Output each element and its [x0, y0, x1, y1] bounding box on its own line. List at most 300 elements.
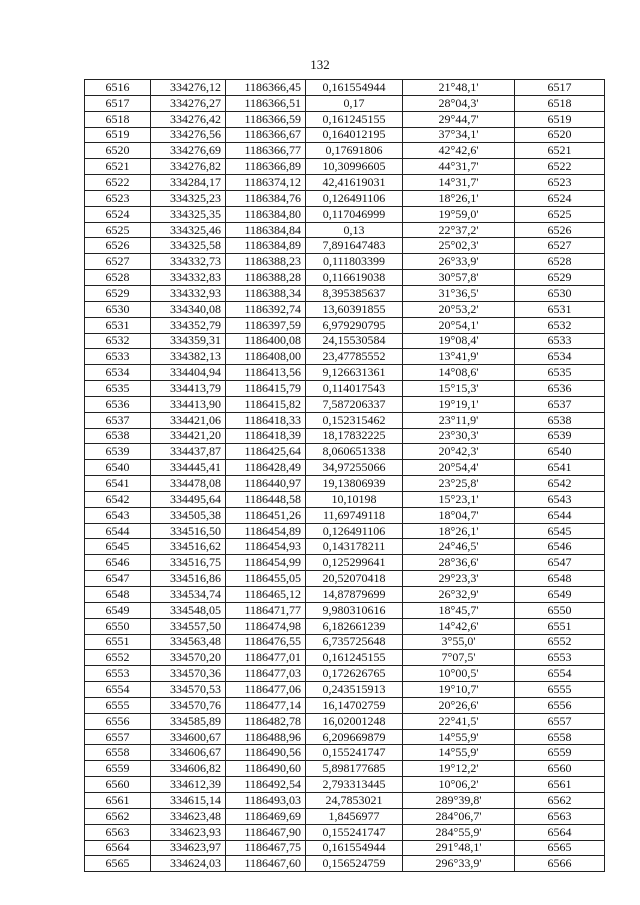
- y-coordinate-cell: 1186366,51: [226, 95, 306, 111]
- distance-cell: 16,02001248: [306, 713, 403, 729]
- point-number-cell: 6519: [85, 127, 151, 143]
- y-coordinate-cell: 1186477,06: [226, 682, 306, 698]
- distance-cell: 19,13806939: [306, 476, 403, 492]
- distance-cell: 5,898177685: [306, 761, 403, 777]
- x-coordinate-cell: 334284,17: [151, 175, 226, 191]
- point-number-cell: 6558: [85, 745, 151, 761]
- y-coordinate-cell: 1186384,89: [226, 238, 306, 254]
- distance-cell: 6,209669879: [306, 729, 403, 745]
- x-coordinate-cell: 334421,20: [151, 428, 226, 444]
- bearing-cell: 291°48,1': [403, 840, 515, 856]
- distance-cell: 0,243515913: [306, 682, 403, 698]
- table-row: [85, 349, 605, 365]
- x-coordinate-cell: 334332,93: [151, 285, 226, 301]
- point-number-cell: 6536: [85, 396, 151, 412]
- distance-cell: 9,980310616: [306, 602, 403, 618]
- bearing-cell: 29°44,7': [403, 111, 515, 127]
- bearing-cell: 19°12,2': [403, 761, 515, 777]
- table-row: [85, 333, 605, 349]
- coordinates-table-body: [85, 80, 605, 872]
- table-row: [85, 111, 605, 127]
- next-point-number-cell: 6546: [515, 539, 605, 555]
- bearing-cell: 22°41,5': [403, 713, 515, 729]
- y-coordinate-cell: 1186425,64: [226, 444, 306, 460]
- y-coordinate-cell: 1186482,78: [226, 713, 306, 729]
- distance-cell: 0,114017543: [306, 381, 403, 397]
- bearing-cell: 7°07,5': [403, 650, 515, 666]
- distance-cell: 0,143178211: [306, 539, 403, 555]
- table-row: [85, 587, 605, 603]
- x-coordinate-cell: 334516,75: [151, 555, 226, 571]
- next-point-number-cell: 6541: [515, 460, 605, 476]
- table-row: [85, 270, 605, 286]
- next-point-number-cell: 6530: [515, 285, 605, 301]
- distance-cell: 0,17691806: [306, 143, 403, 159]
- x-coordinate-cell: 334413,90: [151, 396, 226, 412]
- y-coordinate-cell: 1186454,89: [226, 523, 306, 539]
- distance-cell: 11,69749118: [306, 507, 403, 523]
- next-point-number-cell: 6518: [515, 95, 605, 111]
- point-number-cell: 6527: [85, 254, 151, 270]
- distance-cell: 2,793313445: [306, 777, 403, 793]
- distance-cell: 0,155241747: [306, 824, 403, 840]
- x-coordinate-cell: 334600,67: [151, 729, 226, 745]
- next-point-number-cell: 6522: [515, 159, 605, 175]
- table-row: [85, 365, 605, 381]
- y-coordinate-cell: 1186366,89: [226, 159, 306, 175]
- x-coordinate-cell: 334623,93: [151, 824, 226, 840]
- point-number-cell: 6530: [85, 301, 151, 317]
- bearing-cell: 28°04,3': [403, 95, 515, 111]
- page-number: 132: [310, 57, 330, 72]
- y-coordinate-cell: 1186408,00: [226, 349, 306, 365]
- y-coordinate-cell: 1186428,49: [226, 460, 306, 476]
- next-point-number-cell: 6552: [515, 634, 605, 650]
- point-number-cell: 6543: [85, 507, 151, 523]
- bearing-cell: 14°31,7': [403, 175, 515, 191]
- y-coordinate-cell: 1186384,76: [226, 190, 306, 206]
- next-point-number-cell: 6565: [515, 840, 605, 856]
- x-coordinate-cell: 334505,38: [151, 507, 226, 523]
- y-coordinate-cell: 1186366,67: [226, 127, 306, 143]
- x-coordinate-cell: 334478,08: [151, 476, 226, 492]
- bearing-cell: 10°00,5': [403, 666, 515, 682]
- next-point-number-cell: 6531: [515, 301, 605, 317]
- table-row: [85, 491, 605, 507]
- bearing-cell: 15°23,1': [403, 491, 515, 507]
- next-point-number-cell: 6534: [515, 349, 605, 365]
- bearing-cell: 19°08,4': [403, 333, 515, 349]
- point-number-cell: 6547: [85, 571, 151, 587]
- x-coordinate-cell: 334421,06: [151, 412, 226, 428]
- y-coordinate-cell: 1186418,39: [226, 428, 306, 444]
- table-row: [85, 792, 605, 808]
- distance-cell: 0,172626765: [306, 666, 403, 682]
- next-point-number-cell: 6521: [515, 143, 605, 159]
- next-point-number-cell: 6559: [515, 745, 605, 761]
- point-number-cell: 6552: [85, 650, 151, 666]
- bearing-cell: 14°42,6': [403, 618, 515, 634]
- table-row: [85, 761, 605, 777]
- y-coordinate-cell: 1186490,60: [226, 761, 306, 777]
- y-coordinate-cell: 1186488,96: [226, 729, 306, 745]
- next-point-number-cell: 6554: [515, 666, 605, 682]
- distance-cell: 0,111803399: [306, 254, 403, 270]
- table-row: [85, 523, 605, 539]
- distance-cell: 0,152315462: [306, 412, 403, 428]
- bearing-cell: 284°55,9': [403, 824, 515, 840]
- point-number-cell: 6525: [85, 222, 151, 238]
- bearing-cell: 22°37,2': [403, 222, 515, 238]
- distance-cell: 8,060651338: [306, 444, 403, 460]
- point-number-cell: 6532: [85, 333, 151, 349]
- next-point-number-cell: 6548: [515, 571, 605, 587]
- x-coordinate-cell: 334495,64: [151, 491, 226, 507]
- next-point-number-cell: 6557: [515, 713, 605, 729]
- point-number-cell: 6559: [85, 761, 151, 777]
- table-row: [85, 618, 605, 634]
- point-number-cell: 6548: [85, 587, 151, 603]
- next-point-number-cell: 6529: [515, 270, 605, 286]
- x-coordinate-cell: 334563,48: [151, 634, 226, 650]
- bearing-cell: 18°26,1': [403, 523, 515, 539]
- bearing-cell: 30°57,8': [403, 270, 515, 286]
- table-row: [85, 301, 605, 317]
- point-number-cell: 6526: [85, 238, 151, 254]
- x-coordinate-cell: 334516,86: [151, 571, 226, 587]
- table-row: [85, 80, 605, 96]
- distance-cell: 0,156524759: [306, 856, 403, 872]
- bearing-cell: 26°33,9': [403, 254, 515, 270]
- table-row: [85, 159, 605, 175]
- table-row: [85, 840, 605, 856]
- table-row: [85, 856, 605, 872]
- distance-cell: 14,87879699: [306, 587, 403, 603]
- x-coordinate-cell: 334276,27: [151, 95, 226, 111]
- table-row: [85, 285, 605, 301]
- table-row: [85, 206, 605, 222]
- distance-cell: 0,126491106: [306, 523, 403, 539]
- next-point-number-cell: 6555: [515, 682, 605, 698]
- point-number-cell: 6549: [85, 602, 151, 618]
- point-number-cell: 6518: [85, 111, 151, 127]
- bearing-cell: 20°53,2': [403, 301, 515, 317]
- next-point-number-cell: 6520: [515, 127, 605, 143]
- distance-cell: 34,97255066: [306, 460, 403, 476]
- bearing-cell: 20°54,1': [403, 317, 515, 333]
- distance-cell: 0,117046999: [306, 206, 403, 222]
- next-point-number-cell: 6532: [515, 317, 605, 333]
- table-row: [85, 634, 605, 650]
- bearing-cell: 29°23,3': [403, 571, 515, 587]
- y-coordinate-cell: 1186467,60: [226, 856, 306, 872]
- next-point-number-cell: 6566: [515, 856, 605, 872]
- x-coordinate-cell: 334623,48: [151, 808, 226, 824]
- point-number-cell: 6555: [85, 697, 151, 713]
- y-coordinate-cell: 1186418,33: [226, 412, 306, 428]
- y-coordinate-cell: 1186474,98: [226, 618, 306, 634]
- distance-cell: 0,164012195: [306, 127, 403, 143]
- bearing-cell: 26°32,9': [403, 587, 515, 603]
- distance-cell: 0,17: [306, 95, 403, 111]
- x-coordinate-cell: 334325,58: [151, 238, 226, 254]
- distance-cell: 6,735725648: [306, 634, 403, 650]
- point-number-cell: 6545: [85, 539, 151, 555]
- bearing-cell: 289°39,8': [403, 792, 515, 808]
- point-number-cell: 6531: [85, 317, 151, 333]
- next-point-number-cell: 6545: [515, 523, 605, 539]
- next-point-number-cell: 6544: [515, 507, 605, 523]
- bearing-cell: 42°42,6': [403, 143, 515, 159]
- next-point-number-cell: 6562: [515, 792, 605, 808]
- table-row: [85, 428, 605, 444]
- y-coordinate-cell: 1186400,08: [226, 333, 306, 349]
- distance-cell: 18,17832225: [306, 428, 403, 444]
- table-row: [85, 539, 605, 555]
- x-coordinate-cell: 334332,83: [151, 270, 226, 286]
- distance-cell: 6,979290795: [306, 317, 403, 333]
- next-point-number-cell: 6542: [515, 476, 605, 492]
- next-point-number-cell: 6538: [515, 412, 605, 428]
- bearing-cell: 20°26,6': [403, 697, 515, 713]
- table-row: [85, 697, 605, 713]
- point-number-cell: 6539: [85, 444, 151, 460]
- table-row: [85, 95, 605, 111]
- bearing-cell: 18°26,1': [403, 190, 515, 206]
- x-coordinate-cell: 334332,73: [151, 254, 226, 270]
- bearing-cell: 10°06,2': [403, 777, 515, 793]
- y-coordinate-cell: 1186448,58: [226, 491, 306, 507]
- bearing-cell: 23°30,3': [403, 428, 515, 444]
- x-coordinate-cell: 334340,08: [151, 301, 226, 317]
- bearing-cell: 25°02,3': [403, 238, 515, 254]
- distance-cell: 1,8456977: [306, 808, 403, 824]
- next-point-number-cell: 6564: [515, 824, 605, 840]
- point-number-cell: 6544: [85, 523, 151, 539]
- bearing-cell: 13°41,9': [403, 349, 515, 365]
- x-coordinate-cell: 334276,82: [151, 159, 226, 175]
- y-coordinate-cell: 1186477,01: [226, 650, 306, 666]
- bearing-cell: 23°25,8': [403, 476, 515, 492]
- table-row: [85, 777, 605, 793]
- next-point-number-cell: 6550: [515, 602, 605, 618]
- bearing-cell: 37°34,1': [403, 127, 515, 143]
- y-coordinate-cell: 1186493,03: [226, 792, 306, 808]
- next-point-number-cell: 6553: [515, 650, 605, 666]
- point-number-cell: 6562: [85, 808, 151, 824]
- distance-cell: 23,47785552: [306, 349, 403, 365]
- point-number-cell: 6540: [85, 460, 151, 476]
- y-coordinate-cell: 1186467,90: [226, 824, 306, 840]
- distance-cell: 16,14702759: [306, 697, 403, 713]
- table-row: [85, 222, 605, 238]
- x-coordinate-cell: 334325,23: [151, 190, 226, 206]
- point-number-cell: 6551: [85, 634, 151, 650]
- bearing-cell: 296°33,9': [403, 856, 515, 872]
- table-row: [85, 729, 605, 745]
- next-point-number-cell: 6523: [515, 175, 605, 191]
- next-point-number-cell: 6556: [515, 697, 605, 713]
- table-row: [85, 682, 605, 698]
- table-row: [85, 381, 605, 397]
- table-row: [85, 555, 605, 571]
- next-point-number-cell: 6547: [515, 555, 605, 571]
- distance-cell: 10,30996605: [306, 159, 403, 175]
- distance-cell: 8,395385637: [306, 285, 403, 301]
- x-coordinate-cell: 334570,20: [151, 650, 226, 666]
- point-number-cell: 6523: [85, 190, 151, 206]
- distance-cell: 0,161554944: [306, 840, 403, 856]
- next-point-number-cell: 6526: [515, 222, 605, 238]
- bearing-cell: 14°55,9': [403, 729, 515, 745]
- next-point-number-cell: 6517: [515, 80, 605, 96]
- bearing-cell: 20°42,3': [403, 444, 515, 460]
- next-point-number-cell: 6543: [515, 491, 605, 507]
- y-coordinate-cell: 1186476,55: [226, 634, 306, 650]
- point-number-cell: 6550: [85, 618, 151, 634]
- table-row: [85, 190, 605, 206]
- table-row: [85, 808, 605, 824]
- y-coordinate-cell: 1186388,28: [226, 270, 306, 286]
- next-point-number-cell: 6537: [515, 396, 605, 412]
- y-coordinate-cell: 1186490,56: [226, 745, 306, 761]
- point-number-cell: 6516: [85, 80, 151, 96]
- next-point-number-cell: 6528: [515, 254, 605, 270]
- table-row: [85, 460, 605, 476]
- y-coordinate-cell: 1186477,14: [226, 697, 306, 713]
- table-row: [85, 238, 605, 254]
- table-row: [85, 412, 605, 428]
- bearing-cell: 18°45,7': [403, 602, 515, 618]
- x-coordinate-cell: 334570,36: [151, 666, 226, 682]
- bearing-cell: 284°06,7': [403, 808, 515, 824]
- next-point-number-cell: 6563: [515, 808, 605, 824]
- point-number-cell: 6553: [85, 666, 151, 682]
- x-coordinate-cell: 334570,76: [151, 697, 226, 713]
- point-number-cell: 6561: [85, 792, 151, 808]
- x-coordinate-cell: 334276,69: [151, 143, 226, 159]
- next-point-number-cell: 6533: [515, 333, 605, 349]
- point-number-cell: 6560: [85, 777, 151, 793]
- y-coordinate-cell: 1186415,79: [226, 381, 306, 397]
- x-coordinate-cell: 334445,41: [151, 460, 226, 476]
- x-coordinate-cell: 334352,79: [151, 317, 226, 333]
- x-coordinate-cell: 334404,94: [151, 365, 226, 381]
- table-row: [85, 650, 605, 666]
- y-coordinate-cell: 1186440,97: [226, 476, 306, 492]
- point-number-cell: 6537: [85, 412, 151, 428]
- distance-cell: 7,891647483: [306, 238, 403, 254]
- point-number-cell: 6546: [85, 555, 151, 571]
- distance-cell: 0,116619038: [306, 270, 403, 286]
- table-row: [85, 127, 605, 143]
- y-coordinate-cell: 1186455,05: [226, 571, 306, 587]
- y-coordinate-cell: 1186469,69: [226, 808, 306, 824]
- point-number-cell: 6524: [85, 206, 151, 222]
- x-coordinate-cell: 334557,50: [151, 618, 226, 634]
- table-row: [85, 444, 605, 460]
- distance-cell: 0,161245155: [306, 650, 403, 666]
- y-coordinate-cell: 1186388,23: [226, 254, 306, 270]
- point-number-cell: 6542: [85, 491, 151, 507]
- distance-cell: 0,125299641: [306, 555, 403, 571]
- y-coordinate-cell: 1186471,77: [226, 602, 306, 618]
- bearing-cell: 44°31,7': [403, 159, 515, 175]
- y-coordinate-cell: 1186454,99: [226, 555, 306, 571]
- distance-cell: 24,7853021: [306, 792, 403, 808]
- bearing-cell: 18°04,7': [403, 507, 515, 523]
- y-coordinate-cell: 1186392,74: [226, 301, 306, 317]
- distance-cell: 6,182661239: [306, 618, 403, 634]
- point-number-cell: 6528: [85, 270, 151, 286]
- x-coordinate-cell: 334606,67: [151, 745, 226, 761]
- point-number-cell: 6541: [85, 476, 151, 492]
- bearing-cell: 3°55,0': [403, 634, 515, 650]
- point-number-cell: 6556: [85, 713, 151, 729]
- point-number-cell: 6564: [85, 840, 151, 856]
- bearing-cell: 31°36,5': [403, 285, 515, 301]
- next-point-number-cell: 6539: [515, 428, 605, 444]
- y-coordinate-cell: 1186477,03: [226, 666, 306, 682]
- next-point-number-cell: 6561: [515, 777, 605, 793]
- distance-cell: 20,52070418: [306, 571, 403, 587]
- table-row: [85, 254, 605, 270]
- x-coordinate-cell: 334359,31: [151, 333, 226, 349]
- x-coordinate-cell: 334516,50: [151, 523, 226, 539]
- y-coordinate-cell: 1186397,59: [226, 317, 306, 333]
- x-coordinate-cell: 334606,82: [151, 761, 226, 777]
- y-coordinate-cell: 1186454,93: [226, 539, 306, 555]
- distance-cell: 24,15530584: [306, 333, 403, 349]
- next-point-number-cell: 6551: [515, 618, 605, 634]
- distance-cell: 0,155241747: [306, 745, 403, 761]
- x-coordinate-cell: 334276,56: [151, 127, 226, 143]
- point-number-cell: 6538: [85, 428, 151, 444]
- bearing-cell: 20°54,4': [403, 460, 515, 476]
- y-coordinate-cell: 1186366,45: [226, 80, 306, 96]
- x-coordinate-cell: 334276,12: [151, 80, 226, 96]
- distance-cell: 9,126631361: [306, 365, 403, 381]
- bearing-cell: 19°10,7': [403, 682, 515, 698]
- y-coordinate-cell: 1186467,75: [226, 840, 306, 856]
- table-row: [85, 396, 605, 412]
- distance-cell: 42,41619031: [306, 175, 403, 191]
- bearing-cell: 15°15,3': [403, 381, 515, 397]
- x-coordinate-cell: 334382,13: [151, 349, 226, 365]
- point-number-cell: 6517: [85, 95, 151, 111]
- table-row: [85, 745, 605, 761]
- y-coordinate-cell: 1186492,54: [226, 777, 306, 793]
- x-coordinate-cell: 334534,74: [151, 587, 226, 603]
- x-coordinate-cell: 334624,03: [151, 856, 226, 872]
- table-row: [85, 602, 605, 618]
- bearing-cell: 28°36,6': [403, 555, 515, 571]
- next-point-number-cell: 6560: [515, 761, 605, 777]
- next-point-number-cell: 6527: [515, 238, 605, 254]
- point-number-cell: 6521: [85, 159, 151, 175]
- y-coordinate-cell: 1186413,56: [226, 365, 306, 381]
- point-number-cell: 6529: [85, 285, 151, 301]
- distance-cell: 0,161554944: [306, 80, 403, 96]
- point-number-cell: 6565: [85, 856, 151, 872]
- x-coordinate-cell: 334437,87: [151, 444, 226, 460]
- bearing-cell: 24°46,5': [403, 539, 515, 555]
- distance-cell: 0,126491106: [306, 190, 403, 206]
- x-coordinate-cell: 334570,53: [151, 682, 226, 698]
- y-coordinate-cell: 1186415,82: [226, 396, 306, 412]
- x-coordinate-cell: 334325,35: [151, 206, 226, 222]
- bearing-cell: 14°08,6': [403, 365, 515, 381]
